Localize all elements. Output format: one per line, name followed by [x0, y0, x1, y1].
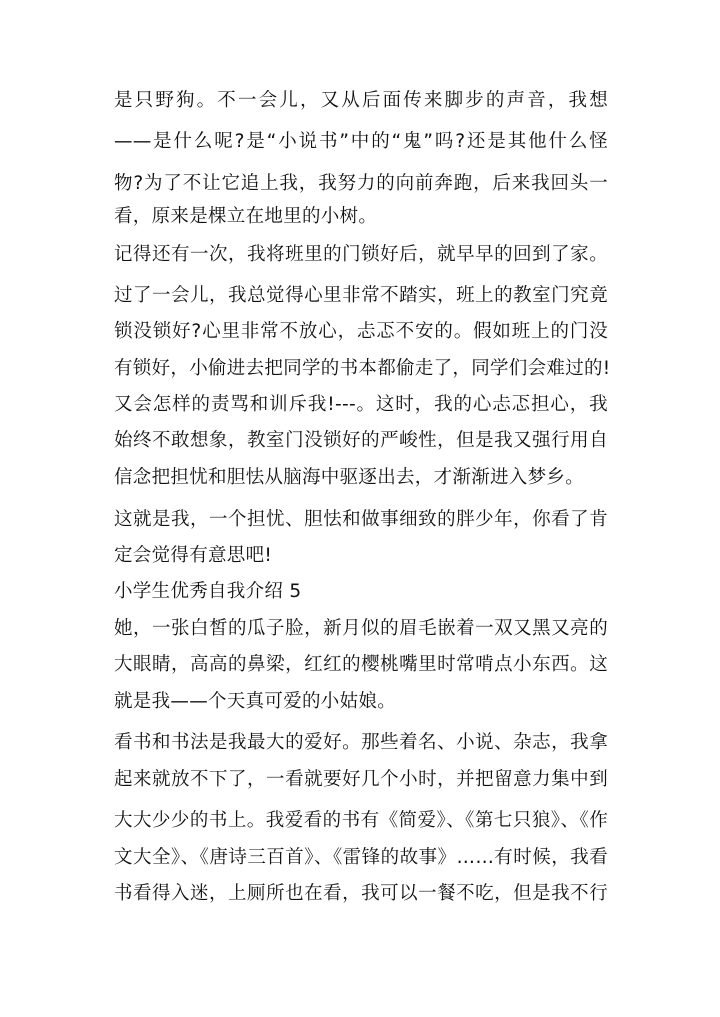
- section-heading: 小学生优秀自我介绍 5: [114, 581, 302, 602]
- text-line: ——是什么呢?是“小说书”中的“鬼”吗?还是其他什么怪: [114, 131, 608, 152]
- text-line: 大大少少的书上。我爱看的书有《简爱》、《第七只狼》、《作: [114, 810, 608, 831]
- text-line: 看书和书法是我最大的爱好。那些着名、小说、杂志，我拿: [114, 732, 608, 753]
- text-line: 始终不敢想象，教室门没锁好的严峻性，但是我又强行用自: [114, 430, 608, 451]
- text-line: 物?为了不让它追上我，我努力的向前奔跑，后来我回头一: [114, 173, 608, 194]
- text-line: 又会怎样的责骂和训斥我!---。这时，我的心忐忑担心，我: [114, 394, 608, 415]
- text-line: 记得还有一次，我将班里的门锁好后，就早早的回到了家。: [114, 244, 608, 265]
- text-line: 有锁好，小偷进去把同学的书本都偷走了，同学们会难过的!: [114, 358, 611, 379]
- text-line: 过了一会儿，我总觉得心里非常不踏实，班上的教室门究竟: [114, 285, 608, 306]
- text-line: 是只野狗。不一会儿，又从后面传来脚步的声音，我想: [114, 90, 608, 111]
- text-line: 书看得入迷，上厕所也在看，我可以一餐不吃，但是我不行: [114, 883, 608, 904]
- text-line: 起来就放不下了，一看就要好几个小时，并把留意力集中到: [114, 769, 608, 790]
- text-line: 大眼睛，高高的鼻梁，红红的樱桃嘴里时常啃点小东西。这: [114, 654, 608, 675]
- text-line: 定会觉得有意思吧!: [114, 545, 273, 566]
- text-line: 她，一张白皙的瓜子脸，新月似的眉毛嵌着一双又黑又亮的: [114, 618, 608, 639]
- text-line: 信念把担忧和胆怯从脑海中驱逐出去，才渐渐进入梦乡。: [114, 467, 585, 488]
- text-line: 锁没锁好?心里非常不放心，忐忑不安的。假如班上的门没: [114, 321, 608, 342]
- text-line: 文大全》、《唐诗三百首》、《雷锋的故事》……有时候，我看: [114, 847, 608, 868]
- text-line: 这就是我，一个担忧、胆怯和做事细致的胖少年，你看了肯: [114, 509, 608, 530]
- text-line: 就是我——个天真可爱的小姑娘。: [114, 691, 397, 712]
- text-line: 看，原来是棵立在地里的小树。: [114, 206, 378, 227]
